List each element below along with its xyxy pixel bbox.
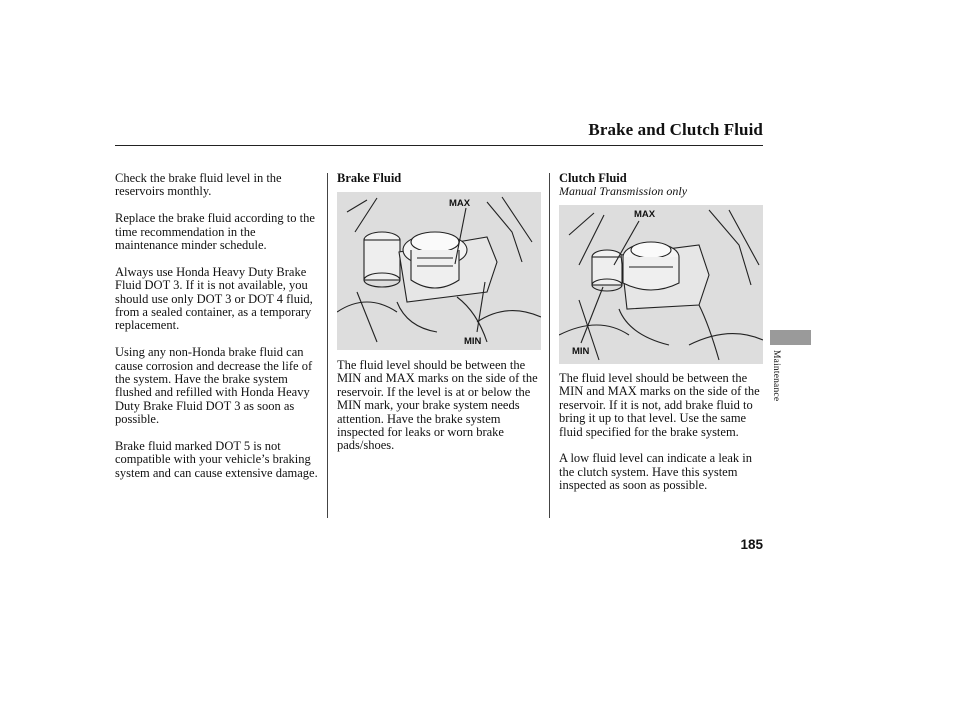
paragraph: Replace the brake fluid according to the time recommendation in the maintenance minder schedule. <box>115 211 315 253</box>
section-heading-clutch-fluid: Clutch Fluid <box>559 171 627 185</box>
paragraph: The fluid level should be between the MIN and MAX marks on the side of the reservoir. If the level is at or below the MIN mark, your brake system needs attention. Have the brake system inspected for leaks or worn brake pads/shoes. <box>337 358 538 453</box>
column-divider <box>327 173 328 518</box>
paragraph: Always use Honda Heavy Duty Brake Fluid DOT 3. If it is not available, you should use only DOT 3 or DOT 4 fluid, from a sealed container, as a temporary replacement. <box>115 264 313 333</box>
page-title: Brake and Clutch Fluid <box>588 120 763 139</box>
column-clutch-fluid <box>559 172 765 199</box>
paragraph: Using any non-Honda brake fluid can cause corrosion and decrease the life of the system. Have the brake system flushed and refilled with Honda Heavy Duty Brake Fluid DOT 3 as soon as possible. <box>115 345 313 427</box>
section-tab-marker <box>770 330 811 345</box>
column-clutch-text <box>559 372 765 506</box>
page-number: 185 <box>740 537 763 552</box>
clutch-reservoir-illustration <box>559 205 763 364</box>
section-heading-brake-fluid: Brake Fluid <box>337 171 402 185</box>
column-divider <box>549 173 550 518</box>
paragraph: A low fluid level can indicate a leak in the clutch system. Have this system inspected as soon as possible. <box>559 451 752 493</box>
paragraph: The fluid level should be between the MIN and MAX marks on the side of the reservoir. If it is not, add brake fluid to bring it up to that level. Use the same fluid specified for the brake system. <box>559 371 760 439</box>
column-intro <box>115 172 321 494</box>
section-tab-label: Maintenance <box>771 350 781 402</box>
paragraph: Check the brake fluid level in the reservoirs monthly. <box>115 171 282 199</box>
section-subheading: Manual Transmission only <box>559 184 688 199</box>
brake-reservoir-figure <box>337 192 541 350</box>
paragraph: Brake fluid marked DOT 5 is not compatible with your vehicle’s braking system and can cause extensive damage. <box>115 439 318 480</box>
title-rule <box>115 145 763 146</box>
column-brake-fluid <box>337 172 545 185</box>
max-label: MAX <box>634 209 656 220</box>
min-label: MIN <box>464 336 482 347</box>
clutch-reservoir-figure <box>559 205 763 364</box>
min-label: MIN <box>572 346 590 357</box>
brake-reservoir-illustration <box>337 192 541 350</box>
column-brake-text <box>337 359 547 466</box>
max-label: MAX <box>449 198 471 209</box>
